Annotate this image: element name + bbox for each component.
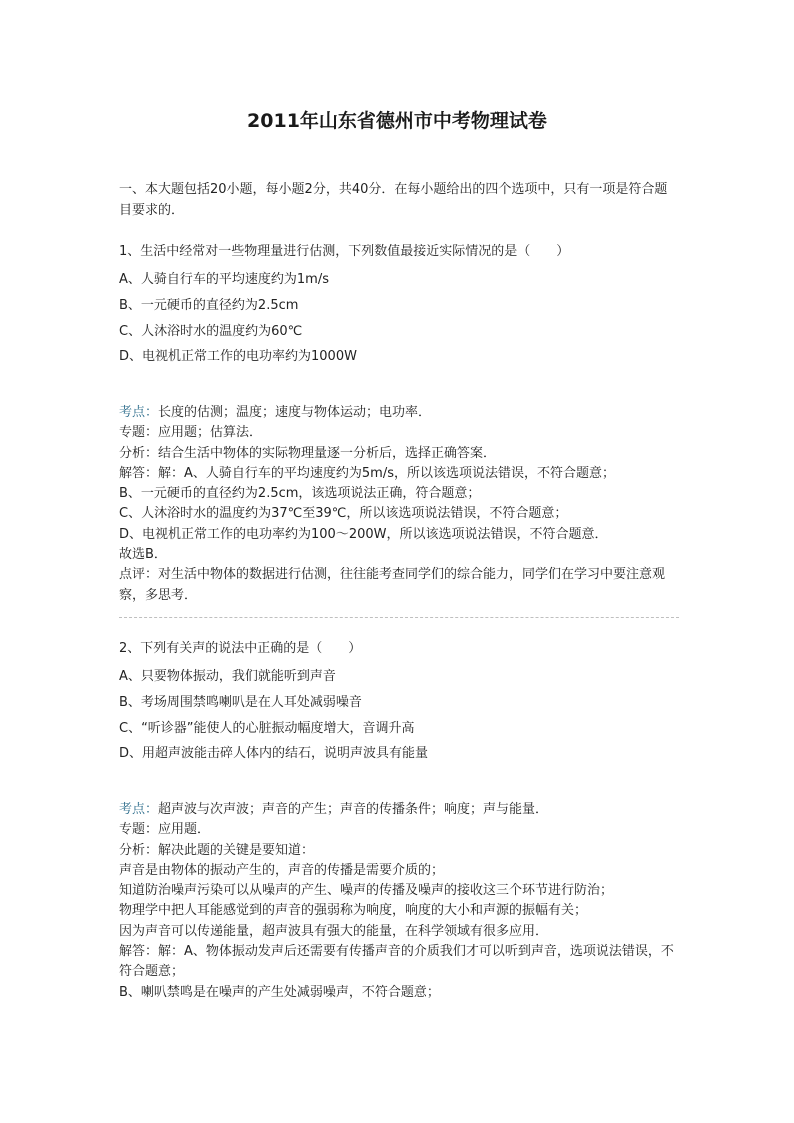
answer-line: 故选B． (119, 547, 167, 563)
dianping-label: 点评： (119, 567, 159, 583)
question-1 (119, 241, 679, 370)
jieda-line-c: C、人沐浴时水的温度约为37℃至39℃，所以该选项说法错误，不符合题意； (119, 506, 568, 522)
kaodian-label: 考点： (119, 405, 159, 420)
jieda-line-b: B、喇叭禁鸣是在噪声的产生处减弱噪声，不符合题意； (119, 984, 440, 1000)
question-1-analysis (119, 403, 679, 606)
section-intro: 一、本大题包括20小题，每小题2分，共40分．在每小题给出的四个选项中，只有一项是符合题目要求的． (119, 182, 668, 218)
jieda-label: 解答： (119, 465, 159, 481)
fenxi-label: 分析： (119, 842, 159, 858)
option-c: C、人沐浴时水的温度约为60℃ (119, 323, 303, 339)
option-a: A、人骑自行车的平均速度约为1m/s (119, 272, 329, 287)
option-c: C、“听诊器”能使人的心脏振动幅度增大，音调升高 (119, 720, 415, 736)
jieda-text: 解：A、物体振动发声后还需要有传播声音的介质我们才可以听到声音，选项说法错误，不符合题意； (119, 944, 674, 980)
kaodian-label: 考点： (119, 802, 159, 817)
question-2-analysis (119, 800, 679, 1003)
question-2 (119, 638, 679, 767)
fenxi-line (119, 841, 679, 861)
fenxi-line-3: 物理学中把人耳能感觉到的声音的强弱称为响度，响度的大小和声源的振幅有关； (119, 903, 588, 919)
option-d: D、用超声波能击碎人体内的结石，说明声波具有能量 (119, 746, 429, 762)
kaodian-line (119, 800, 679, 820)
fenxi-text: 解决此题的关键是要知道： (158, 842, 315, 858)
fenxi-line-2: 知道防治噪声污染可以从噪声的产生、噪声的传播及噪声的接收这三个环节进行防治； (119, 883, 614, 899)
jieda-label: 解答： (119, 944, 159, 960)
option-d: D、电视机正常工作的电功率约为1000W (119, 349, 357, 365)
kaodian-text: 超声波与次声波；声音的产生；声音的传播条件；响度；声与能量． (158, 802, 549, 817)
option-b: B、考场周围禁鸣喇叭是在人耳处减弱噪音 (119, 694, 362, 710)
fenxi-label: 分析： (119, 445, 159, 461)
fenxi-line-1: 声音是由物体的振动产生的，声音的传播是需要介质的； (119, 862, 445, 878)
zhuanti-line (119, 423, 679, 443)
zhuanti-label: 专题： (119, 425, 159, 441)
question-divider (119, 617, 679, 618)
jieda-block (119, 942, 679, 983)
jieda-text: 解：A、人骑自行车的平均速度约为5m/s，所以该选项说法错误，不符合题意； (158, 465, 615, 481)
fenxi-line (119, 444, 679, 464)
option-b: B、一元硬币的直径约为2.5cm (119, 297, 299, 313)
jieda-line-b: B、一元硬币的直径约为2.5cm，该选项说法正确，符合题意； (119, 486, 481, 502)
page-title: 2011年山东省德州市中考物理试卷 (247, 110, 547, 132)
jieda-line (119, 464, 679, 484)
question-stem: 2、下列有关声的说法中正确的是（ ） (119, 641, 362, 656)
jieda-line-d: D、电视机正常工作的电功率约为100～200W，所以该选项说法错误，不符合题意． (119, 526, 608, 542)
zhuanti-label: 专题： (119, 822, 159, 838)
kaodian-line (119, 403, 679, 423)
zhuanti-text: 应用题． (158, 822, 211, 838)
zhuanti-line (119, 820, 679, 840)
fenxi-line-4: 因为声音可以传递能量，超声波具有强大的能量，在科学领域有很多应用． (119, 923, 549, 939)
dianping-block (119, 565, 679, 606)
kaodian-text: 长度的估测；温度；速度与物体运动；电功率． (158, 405, 432, 420)
zhuanti-text: 应用题；估算法． (158, 425, 263, 441)
fenxi-text: 结合生活中物体的实际物理量逐一分析后，选择正确答案． (158, 445, 497, 461)
option-a: A、只要物体振动，我们就能听到声音 (119, 669, 336, 684)
question-stem: 1、生活中经常对一些物理量进行估测，下列数值最接近实际情况的是（ ） (119, 244, 570, 259)
dianping-text: 对生活中物体的数据进行估测，往往能考查同学们的综合能力，同学们在学习中要注意观察，多思考． (119, 567, 666, 603)
